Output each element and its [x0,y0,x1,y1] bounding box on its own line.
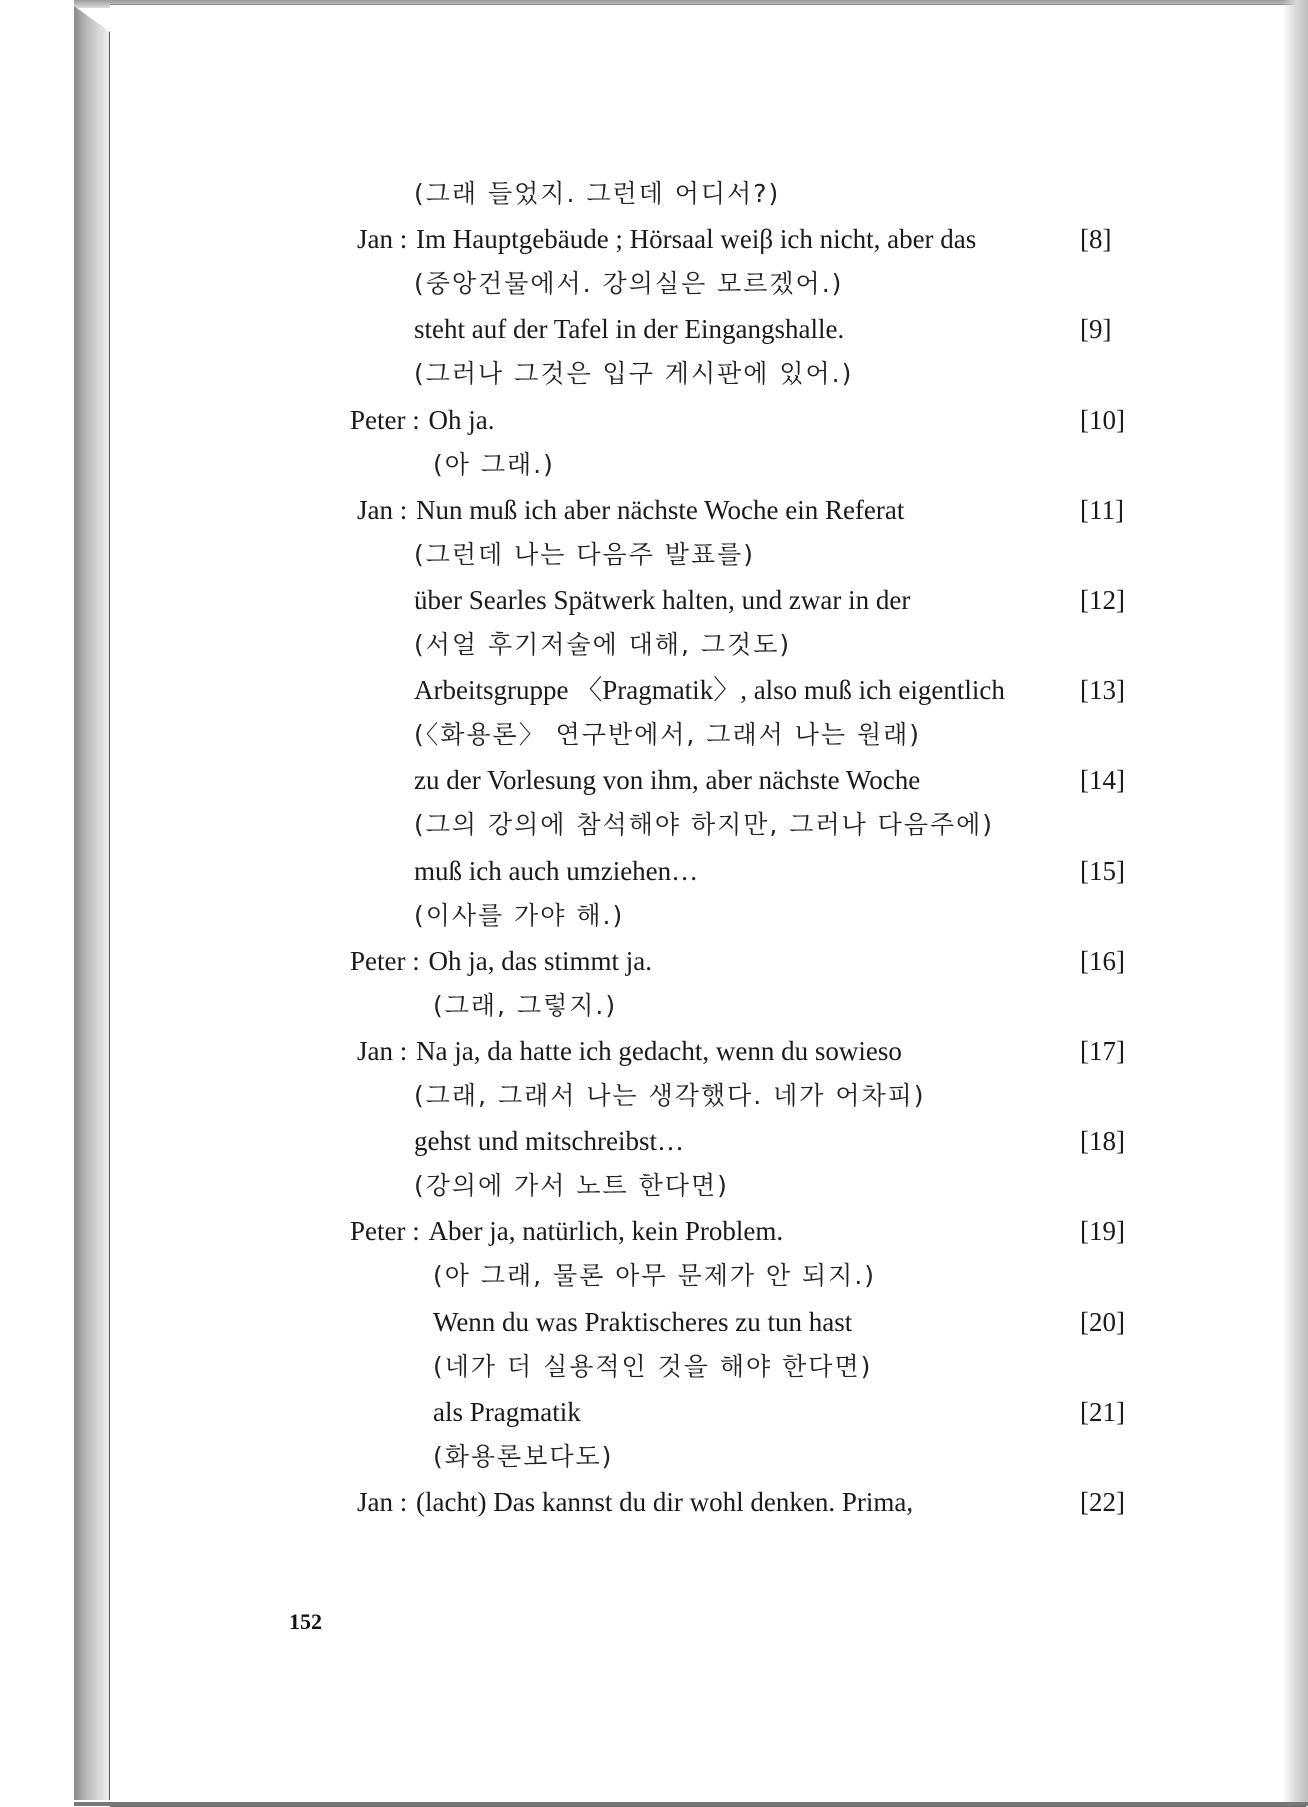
german-dialogue-line [357,1485,913,1519]
line-text: Oh ja, das stimmt ja. [428,946,652,976]
line-text: als Pragmatik [433,1397,581,1427]
line-text: Na ja, da hatte ich gedacht, wenn du sowieso [416,1036,902,1066]
speaker-label: Jan : [357,1487,414,1517]
line-text: (네가 더 실용적인 것을 해야 한다면) [433,1352,873,1381]
page-stack-edge [74,6,110,1800]
line-text: (그래, 그렇지.) [433,991,618,1020]
line-text: (아 그래.) [433,450,555,479]
german-dialogue-line [414,583,910,617]
line-number: [8] [1080,224,1112,254]
line-text: Oh ja. [428,405,495,435]
line-text: (그의 강의에 참석해야 하지만, 그러나 다음주에) [414,810,995,839]
line-text: (〈화용론〉 연구반에서, 그래서 나는 원래) [414,720,921,749]
line-number: [14] [1080,765,1125,795]
line-number: [10] [1080,405,1125,435]
german-dialogue-line [350,403,494,437]
line-text: Wenn du was Praktischeres zu tun hast [433,1307,853,1337]
line-text: Nun muß ich aber nächste Woche ein Referat [416,495,905,525]
korean-translation-line [414,177,780,211]
korean-translation-line [433,448,555,482]
line-text: (그래 들었지. 그런데 어디서?) [414,179,781,208]
german-dialogue-line [357,1034,902,1068]
korean-translation-line [433,1259,876,1293]
line-text: zu der Vorlesung von ihm, aber nächste Woche [414,765,921,795]
page-bottom-edge [74,1802,1308,1806]
line-number: [18] [1080,1126,1125,1156]
speaker-label: Peter : [350,405,427,435]
line-number: [22] [1080,1487,1125,1517]
line-text: (그런데 나는 다음주 발표를) [414,540,755,569]
line-text: Arbeitsgruppe 〈Pragmatik〉, also muß ich eigentlich [414,675,1005,705]
german-dialogue-line [350,944,652,978]
line-text: Im Hauptgebäude ; Hörsaal weiβ ich nicht, aber das [416,224,977,254]
korean-translation-line [414,1169,729,1203]
korean-translation-line [433,1440,613,1474]
page-number: 152 [289,1609,322,1634]
korean-translation-line [414,808,994,842]
german-dialogue-line [414,673,1005,707]
line-number: [21] [1080,1397,1125,1427]
line-text: gehst und mitschreibst… [414,1126,684,1156]
korean-translation-line [414,628,791,662]
german-dialogue-line [433,1305,852,1339]
german-dialogue-line [414,763,920,797]
speaker-label: Peter : [350,946,427,976]
korean-translation-line [414,267,843,301]
korean-translation-line [414,538,755,572]
line-number: [16] [1080,946,1125,976]
line-number: [20] [1080,1307,1125,1337]
speaker-label: Jan : [357,1036,414,1066]
line-number: [19] [1080,1216,1125,1246]
line-text: muß ich auch umziehen… [414,856,699,886]
line-text: (서얼 후기저술에 대해, 그것도) [414,630,792,659]
page-right-shadow [1282,0,1308,1806]
line-number: [17] [1080,1036,1125,1066]
korean-translation-line [414,899,624,933]
line-text: (중앙건물에서. 강의실은 모르겠어.) [414,269,844,298]
line-text: (아 그래, 물론 아무 문제가 안 되지.) [433,1261,877,1290]
line-number: [9] [1080,314,1112,344]
speaker-label: Jan : [357,224,414,254]
line-text: (그래, 그래서 나는 생각했다. 네가 어차피) [414,1081,926,1110]
line-text: (lacht) Das kannst du dir wohl denken. Prima, [416,1487,914,1517]
german-dialogue-line [414,312,844,346]
line-number: [11] [1080,495,1124,525]
korean-translation-line [414,718,921,752]
line-text: (그러나 그것은 입구 게시판에 있어.) [414,359,854,388]
line-text: Aber ja, natürlich, kein Problem. [428,1216,784,1246]
german-dialogue-line [357,222,976,256]
korean-translation-line [414,357,853,391]
korean-translation-line [433,989,617,1023]
line-text: (이사를 가야 해.) [414,901,625,930]
german-dialogue-line [433,1395,581,1429]
german-dialogue-line [414,854,698,888]
korean-translation-line [433,1350,872,1384]
line-number: [13] [1080,675,1125,705]
line-number: [12] [1080,585,1125,615]
korean-translation-line [414,1079,926,1113]
line-text: (강의에 가서 노트 한다면) [414,1171,729,1200]
line-text: über Searles Spätwerk halten, und zwar in der [414,585,911,615]
line-number: [15] [1080,856,1125,886]
speaker-label: Peter : [350,1216,427,1246]
line-text: steht auf der Tafel in der Eingangshalle. [414,314,845,344]
german-dialogue-line [414,1124,684,1158]
german-dialogue-line [357,493,904,527]
speaker-label: Jan : [357,495,414,525]
line-text: (화용론보다도) [433,1442,614,1471]
german-dialogue-line [350,1214,783,1248]
